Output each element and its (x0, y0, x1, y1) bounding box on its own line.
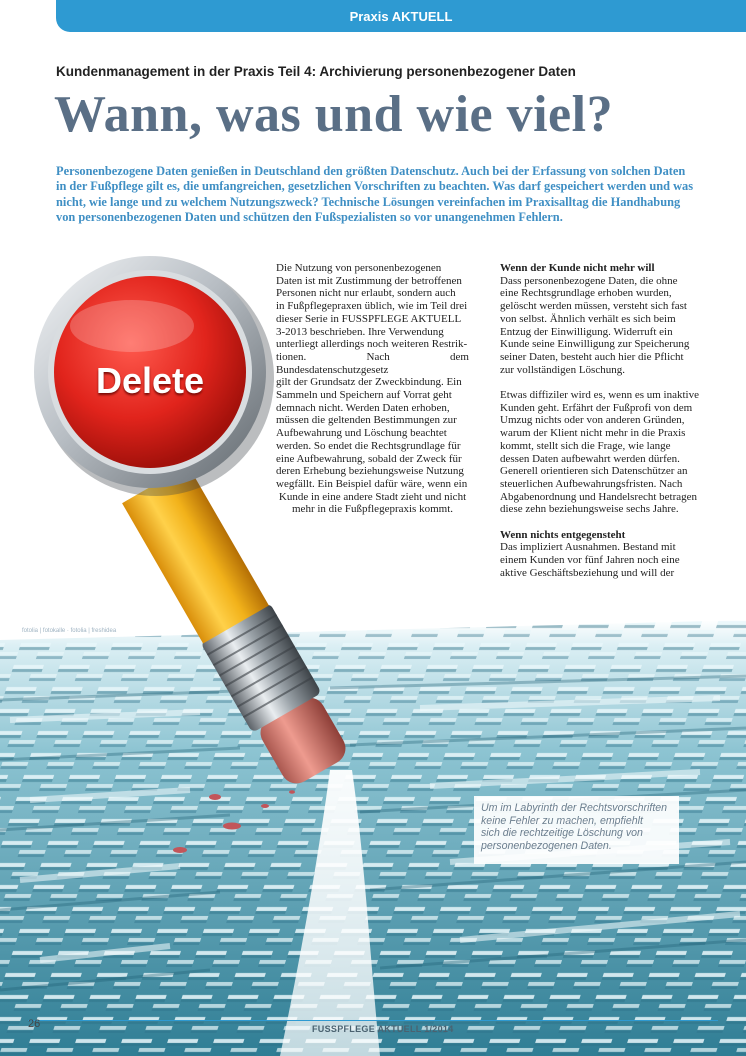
text-line: Das impliziert Ausnahmen. Bestand mit (500, 541, 676, 554)
text-line: Daten ist mit Zustimmung der betroffenen (276, 274, 462, 287)
text-line: warum der Klient nicht mehr in die Praxis (500, 427, 686, 440)
text-line: Generell orientieren sich Datenschützer an (500, 465, 688, 478)
text-line: Aufbewahrung und Löschung beachtet (276, 427, 447, 440)
lead-line: Personenbezogene Daten genießen in Deutschland den größten Datenschutz. Auch bei der Erfassung von solchen Daten (56, 164, 686, 178)
text-line: steuerlichen Aufbewahrungsfristen. Nach (500, 477, 683, 490)
text-line: kommt, stellt sich die Frage, wie lange (500, 439, 671, 452)
text-line: demnach nicht. Werden Daten erhoben, (276, 401, 450, 414)
text-line: aktive Geschäftsbeziehung und will der (500, 566, 675, 579)
text-line: deren Erhebung beziehungsweise Nutzung (276, 465, 464, 478)
text-line: Die Nutzung von personenbezogenen (276, 262, 442, 274)
text-line: Sammeln und Speichern auf Vorrat geht (276, 389, 452, 402)
paragraph-gap (500, 376, 706, 389)
text-line: dessen Daten aufbewahrt werden dürfen. (500, 452, 680, 465)
text-line: gelöscht werden müssen, versteht sich fast (500, 300, 687, 313)
text-line: eine Aufbewahrung, sobald der Zweck für (276, 452, 462, 465)
caption-line: Um im Labyrinth der Rechtsvorschriften (481, 802, 668, 814)
image-caption-box (474, 796, 679, 864)
text-line: diese zehn beziehungsweise sechs Jahre. (500, 503, 679, 516)
subheading: Wenn der Kunde nicht mehr will (500, 262, 655, 274)
text-line: werden. So endet die Rechtsgrundlage für (276, 439, 461, 452)
column-1 (276, 262, 469, 516)
footer-rule (28, 1020, 718, 1021)
photo-credit: fotolia | fotokalle · fotolia | freshidea (22, 628, 117, 634)
text-line: müssen die geltenden Bestimmungen zur (276, 414, 457, 427)
text-line: Kunde seine Einwilligung zur Speicherung (500, 338, 690, 351)
text-line: Umzug nichts oder von anderen Gründen, (500, 414, 685, 427)
paragraph-gap (500, 516, 706, 529)
text-line: 3-2013 beschrieben. Ihre Verwendung (276, 325, 444, 338)
caption-line: personenbezogenen Daten. (481, 839, 612, 852)
lead-line: von personenbezogenen Daten und schützen den Fußspezialisten so vor unangenehmen Fehlern. (56, 210, 563, 225)
article-lead (56, 164, 720, 226)
text-line: mehr in die Fußpflegepraxis kommt. (292, 503, 453, 516)
text-line: Kunden geht. Erfährt der Fußprofi von dem (500, 401, 693, 414)
text-line: Entzug der Einwilligung. Widerruft ein (500, 325, 673, 338)
caption-line: sich die rechtzeitige Löschung von (481, 827, 643, 840)
text-line: dieser Serie in FUSSPFLEGE AKTUELL (276, 312, 462, 325)
lead-line: in der Fußpflege gilt es, die umfangreichen, gesetzlichen Vorschriften zu beachten. Was darf gespeichert werden und was (56, 179, 694, 194)
article-kicker: Kundenmanagement in der Praxis Teil 4: Archivierung personenbezogener Daten (56, 64, 576, 79)
footer-publication: FUSSPFLEGE AKTUELL 1/2014 (312, 1024, 454, 1034)
subheading: Wenn nichts entgegensteht (500, 528, 626, 541)
page-number: 26 (28, 1018, 41, 1030)
text-line: zur vollständigen Löschung. (500, 363, 625, 376)
text-line: Abgabenordnung und Handelsrecht betragen (500, 490, 698, 503)
caption-line: keine Fehler zu machen, empfiehlt (481, 814, 643, 827)
text-line: von selbst. Ähnlich verhält es sich beim (500, 312, 676, 325)
text-line: wegfällt. Ein Beispiel dafür wäre, wenn ein (276, 477, 468, 490)
section-header: Praxis AKTUELL (56, 0, 746, 32)
text-line: seiner Daten, besteht auch hier die Pflicht (500, 350, 684, 363)
text-line: Etwas diffiziler wird es, wenn es um inaktive (500, 389, 699, 402)
article-headline: Wann, was und wie viel? (54, 86, 614, 143)
text-line: unterliegt allerdings noch weiteren Restrik- (276, 338, 468, 351)
text-line: eine Rechtsgrundlage erhoben wurden, (500, 287, 672, 300)
delete-button-label: Delete (95, 360, 205, 401)
text-line: Kunde in eine andere Stadt zieht und nicht (278, 490, 467, 503)
text-line: einem Kunden vor fünf Jahren noch eine (500, 554, 680, 567)
text-line: Personen nicht nur erlaubt, sondern auch (276, 287, 456, 300)
text-line: in Fußpflegepraxen üblich, wie im Teil drei (276, 300, 468, 313)
text-line: tionen. Nach dem Bundesdatenschutzgesetz (276, 350, 469, 376)
text-line: gilt der Grundsatz der Zweckbindung. Ein (276, 376, 462, 389)
lead-line: nicht, wie lange und zu welchem Nutzungszweck? Technische Lösungen vereinfachen im Praxisalltag die Handhabung (56, 194, 681, 209)
column-2 (500, 262, 706, 580)
text-line: Dass personenbezogene Daten, die ohne (500, 274, 678, 287)
